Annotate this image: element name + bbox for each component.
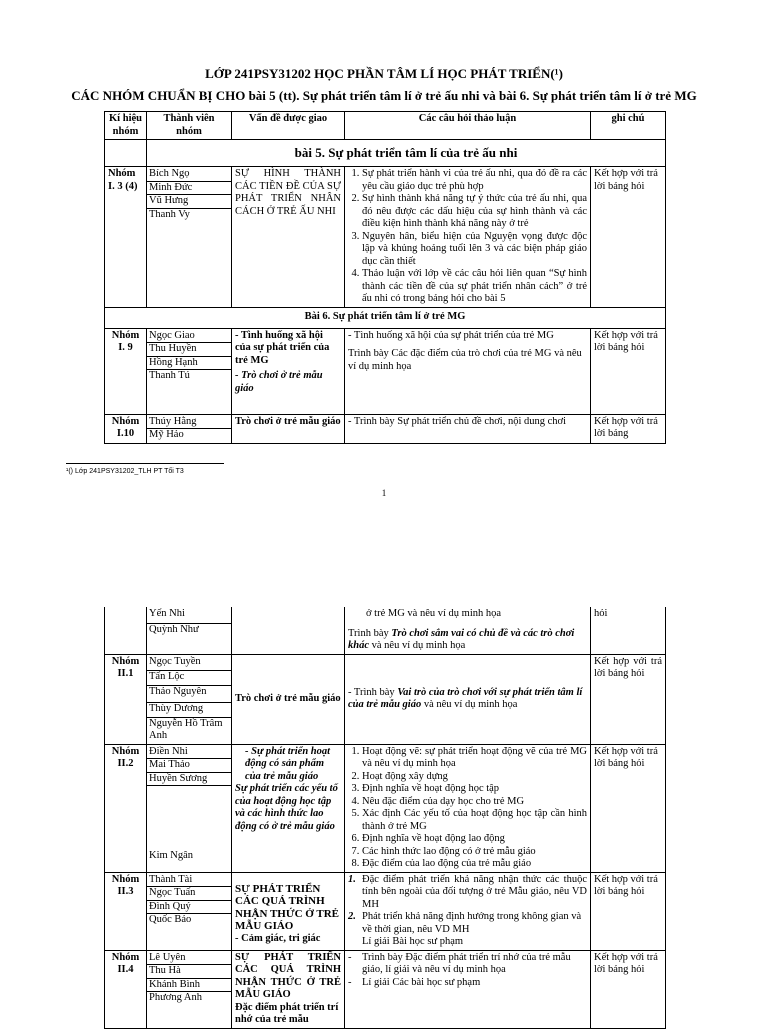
member-name: Quỳnh Như <box>149 624 199 635</box>
group-questions: - Trình bày Sự phát triển chủ đề chơi, nội dung chơi <box>345 414 591 443</box>
question-item: Lí giải Bài học sư phạm <box>362 936 464 947</box>
member-name: Ngọc Tuyền <box>147 656 231 671</box>
group-members <box>147 744 232 872</box>
document-subtitle: CÁC NHÓM CHUẨN BỊ CHO bài 5 (tt). Sự phát triển tâm lí ở trẻ ấu nhi và bài 6. Sự phát triển tâm lí ở trẻ MG <box>71 88 697 103</box>
group-topic <box>232 744 345 872</box>
table-row <box>105 328 666 414</box>
group-note: Kết hợp với trả lời bảng hỏi <box>591 872 666 950</box>
topic-line: - Trò chơi ở trẻ mẫu giáo <box>235 370 323 394</box>
group-note: Kết hợp với trả lời bảng hỏi <box>591 744 666 872</box>
member-name: Đình Quý <box>147 901 231 915</box>
group-questions <box>345 744 591 872</box>
footnote-divider <box>66 463 224 464</box>
group-members <box>147 414 232 443</box>
group-code: Nhóm I.10 <box>105 414 147 443</box>
question-item: 6. Định nghĩa về hoạt động lao động <box>362 833 587 846</box>
groups-table-page-1 <box>104 111 666 444</box>
member-name: Thu Hà <box>147 965 231 979</box>
group-note: Kết hợp với trả lời bảng hỏi <box>591 328 666 414</box>
topic-line: Sự phát triển các yếu tố của hoạt động học tập và các hình thức lao động có ở trẻ mẫu giáo <box>235 783 338 832</box>
group-questions: - Trình bày Đặc điểm phát triển trí nhớ của trẻ mẫu giáo, lí giải và nêu ví dụ minh họa - Lí giải Các bài học sư phạm <box>345 950 591 1028</box>
group-note: hỏi <box>591 607 666 654</box>
group-questions <box>345 607 591 654</box>
question-item: Trình bày Trò chơi sắm vai có chủ đề và các trò chơi khác và nêu ví dụ minh họa <box>348 627 575 651</box>
question-item: 8. Đặc điểm của lao động của trẻ mẫu giáo <box>362 858 587 871</box>
question-item: - Trình bày Vai trò của trò chơi với sự phát triển tâm lí của trẻ mẫu giáo và nêu ví dụ minh họa <box>348 686 583 710</box>
group-members <box>147 607 232 654</box>
question-item: - Tình huống xã hội của sự phát triển của trẻ MG <box>348 329 554 341</box>
group-note: Kết hợp với trả lời bảng hỏi <box>591 167 666 308</box>
question-item: 1. Sự phát triển hành vi của trẻ ấu nhi, qua đó đề ra các yêu cầu giáo dục trẻ phù hợp <box>362 168 587 193</box>
question-item: 2. Sự hình thành khả năng tự ý thức của trẻ ấu nhi, qua đó nêu được các dấu hiệu của sự hình thành và các điều kiện hình thành khả năng này ở trẻ <box>362 193 587 231</box>
group-members <box>147 167 232 308</box>
group-members <box>147 872 232 950</box>
member-name: Ngọc Giao <box>147 330 231 344</box>
section-row-lesson-5 <box>105 140 666 167</box>
member-name: Minh Đức <box>147 182 231 196</box>
table-row <box>105 167 666 308</box>
member-name: Thùy Dương <box>147 703 231 718</box>
group-members <box>147 654 232 744</box>
group-note: Kết hợp với trả lời bảng hỏi <box>591 950 666 1028</box>
question-item: Trình bày Đặc điểm phát triển trí nhớ của trẻ mẫu giáo, lí giải và nêu ví dụ minh họa <box>362 951 571 975</box>
member-name: Nguyễn Hồ Trâm Anh <box>149 717 223 741</box>
member-name: Thành Tài <box>147 874 231 888</box>
member-name: Thanh Tú <box>149 370 190 381</box>
group-topic: SỰ HÌNH THÀNH CÁC TIỀN ĐỀ CỦA SỰ PHÁT TRIỂN NHÂN CÁCH Ở TRẺ ẤU NHI <box>232 167 345 308</box>
group-questions <box>345 654 591 744</box>
question-item: 4. Thảo luận với lớp về các câu hỏi liên quan “Sự hình thành các tiền đề của sự phát triển nhân cách” ở trẻ ấu nhi có trong bảng hỏi cho bài 5 <box>362 268 587 306</box>
group-code: Nhóm I. 3 (4) <box>105 167 147 308</box>
group-questions <box>345 328 591 414</box>
question-item: 5. Xác định Các yếu tố của hoạt động học tập cần hình thành ở trẻ MG <box>362 808 587 833</box>
topic-line: SỰ PHÁT TRIỂN CÁC QUÁ TRÌNH NHẬN THỨC Ở TRẺ MẪU GIÁO <box>235 882 340 932</box>
table-row <box>105 950 666 1028</box>
page-2 <box>0 600 768 1024</box>
section-row-lesson-6 <box>105 307 666 328</box>
member-name: Hồng Hạnh <box>147 357 231 371</box>
question-item: 2. Hoạt động xây dựng <box>362 771 587 784</box>
group-topic <box>232 328 345 414</box>
member-name: Mỹ Hảo <box>149 429 184 440</box>
question-item: 7. Các hình thức lao động có ở trẻ mẫu giáo <box>362 846 587 859</box>
member-name: Điền Nhi <box>147 746 231 760</box>
table-row <box>105 414 666 443</box>
groups-table-page-2 <box>104 607 666 1029</box>
member-name: Bích Ngọ <box>147 168 231 182</box>
question-item: Phát triển khả năng định hướng trong không gian và về thời gian, nêu VD MH <box>362 911 582 935</box>
group-topic <box>232 950 345 1028</box>
member-name: Quốc Bảo <box>149 914 192 925</box>
question-item: 4. Nêu đặc điểm của dạy học cho trẻ MG <box>362 796 587 809</box>
topic-line: - Tình huống xã hội của sự phát triển của trẻ MG <box>235 329 330 366</box>
group-questions: 1. Đặc điểm phát triển khả năng nhận thức các thuộc tính bên ngoài của đối tượng ở trẻ Mẫu giáo, nêu VD MH 2. Phát triển khả năng định hướng trong không gian và về thời gian, nêu VD MH Lí giải Bài học sư phạm <box>345 872 591 950</box>
table-header-row <box>105 112 666 140</box>
section-title-lesson-5: bài 5. Sự phát triển tâm lí của trẻ ấu nhi <box>147 140 666 167</box>
page-number: 1 <box>381 488 387 498</box>
question-item: 3. Định nghĩa về hoạt động học tập <box>362 783 587 796</box>
group-code: Nhóm I. 9 <box>105 328 147 414</box>
header-questions: Các câu hỏi thảo luận <box>345 112 591 140</box>
group-topic: Trò chơi ở trẻ mẫu giáo <box>232 414 345 443</box>
section-title-lesson-6: Bài 6. Sự phát triển tâm lí ở trẻ MG <box>105 307 666 328</box>
question-item: 1. Hoạt động vẽ: sự phát triển hoạt động vẽ của trẻ MG và nêu ví dụ minh họa <box>362 746 587 771</box>
member-name: Thảo Nguyên <box>147 686 231 703</box>
group-questions <box>345 167 591 308</box>
group-code: Nhóm II.3 <box>105 872 147 950</box>
member-name: Ngọc Tuấn <box>147 887 231 901</box>
group-topic: Trò chơi ở trẻ mẫu giáo <box>232 654 345 744</box>
group-code: Nhóm II.4 <box>105 950 147 1028</box>
question-item: Đặc điểm phát triển khả năng nhận thức các thuộc tính bên ngoài của đối tượng ở trẻ Mẫu giáo, nêu VD MH <box>362 873 587 910</box>
header-notes: ghi chú <box>591 112 666 140</box>
header-members: Thành viên nhóm <box>147 112 232 140</box>
table-row <box>105 654 666 744</box>
table-row <box>105 744 666 872</box>
question-item: ở trẻ MG và nêu ví dụ minh họa <box>366 608 502 619</box>
member-name: Vũ Hưng <box>147 195 231 209</box>
group-code: Nhóm II.1 <box>105 654 147 744</box>
group-members <box>147 950 232 1028</box>
member-name: Kim Ngân <box>149 850 194 861</box>
question-item: Lí giải Các bài học sư phạm <box>362 976 481 988</box>
member-name: Huyền Sương <box>147 773 231 787</box>
header-topic: Vấn đề được giao <box>232 112 345 140</box>
member-name: Mai Thảo <box>147 759 231 773</box>
topic-line: SỰ PHÁT TRIỂN CÁC QUÁ TRÌNH NHẬN THỨC Ở TRẺ MẪU GIÁO <box>235 951 341 1000</box>
footnote: ¹() Lớp 241PSY31202_TLH PT Tối T3 <box>66 468 184 475</box>
group-topic <box>232 872 345 950</box>
question-item: 3. Nguyên hân, biểu hiện của Nguyện vọng được độc lập và khủng hoảng tuổi lên 3 và các biện pháp giáo dục cần thiết <box>362 231 587 269</box>
member-name: Thu Huyền <box>147 343 231 357</box>
group-note: Kết hợp với trả lời bảng hỏi <box>591 654 666 744</box>
member-name: Thanh Vy <box>149 208 190 220</box>
header-group-code: Kí hiệu nhóm <box>105 112 147 140</box>
member-name: Lê Uyên <box>147 952 231 966</box>
topic-line: Đặc điểm phát triển trí nhớ của trẻ mẫu <box>235 1001 339 1025</box>
member-name: Yến Nhi <box>147 608 231 624</box>
topic-line: - Cảm giác, tri giác <box>235 932 321 944</box>
group-members <box>147 328 232 414</box>
group-code: Nhóm II.2 <box>105 744 147 872</box>
group-note: Kết hợp với trả lời bảng <box>591 414 666 443</box>
topic-line: - Sự phát triển hoạt động có sản phẩm của trẻ mẫu giáo <box>245 745 331 782</box>
table-row <box>105 872 666 950</box>
table-row <box>105 607 666 654</box>
member-name: Khánh Bình <box>147 979 231 993</box>
member-name: Tấn Lộc <box>147 671 231 686</box>
member-name: Phương Anh <box>149 992 202 1003</box>
question-item: Trình bày Các đặc điểm của trò chơi của trẻ MG và nêu ví dụ minh họa <box>348 348 582 372</box>
member-name: Thúy Hằng <box>147 416 231 430</box>
document-title: LỚP 241PSY31202 HỌC PHẦN TÂM LÍ HỌC PHÁT TRIỂN(¹) <box>205 66 563 81</box>
